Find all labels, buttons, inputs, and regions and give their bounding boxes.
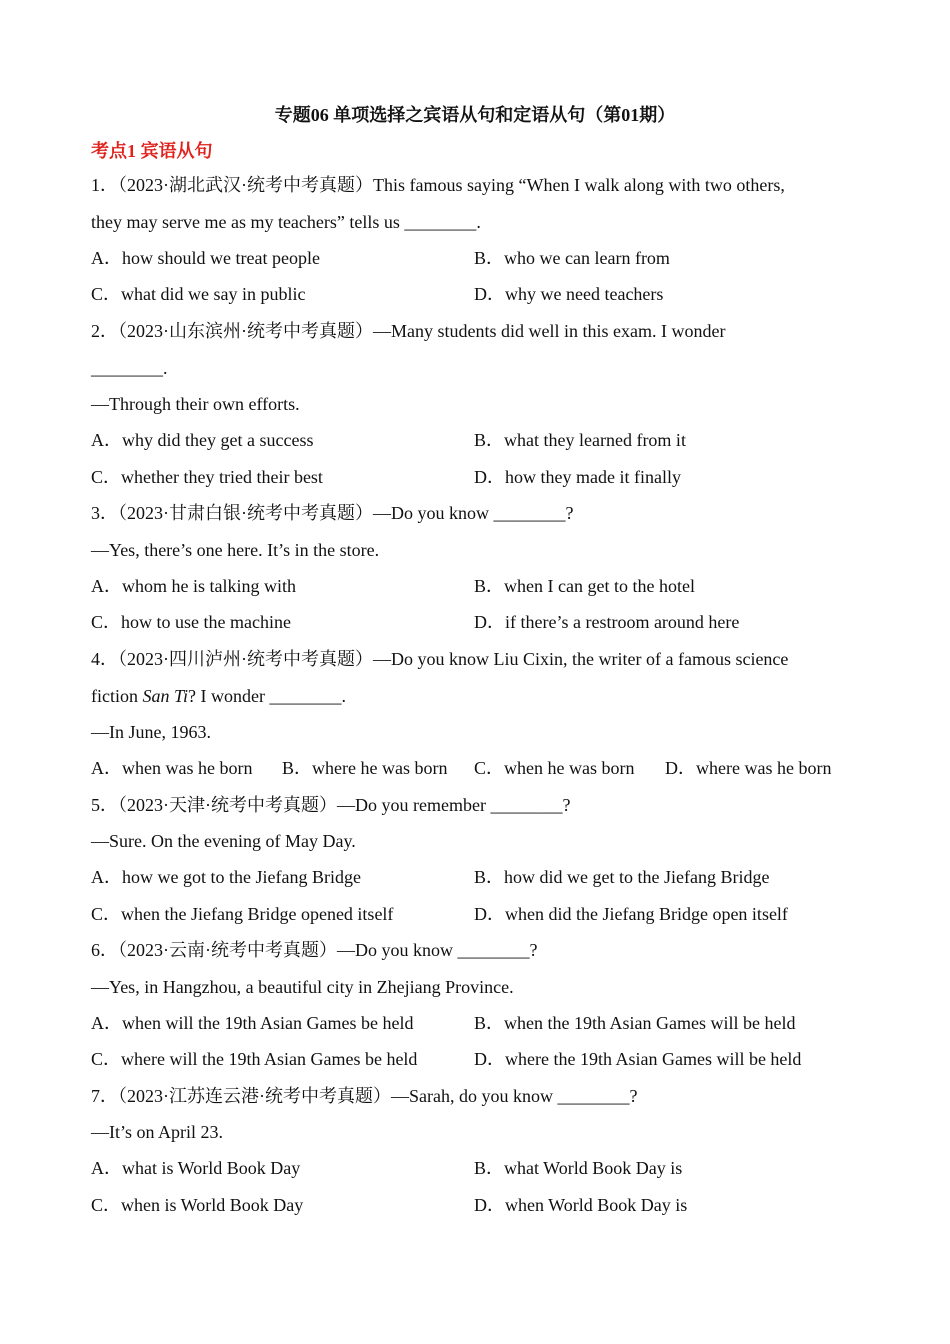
question-3-option-b[interactable]: B．when I can get to the hotel <box>474 576 695 596</box>
question-source: （2023·四川泸州·统考中考真题） <box>118 649 373 669</box>
question-2-stem-cont: ________. <box>91 358 168 378</box>
question-5-option-c[interactable]: C．when the Jiefang Bridge opened itself <box>91 904 394 924</box>
section-heading: 考点1 宾语从句 <box>91 141 213 161</box>
question-text: —Do you know Liu Cixin, the writer of a famous science <box>373 649 789 669</box>
question-2-option-a[interactable]: A．why did they get a success <box>91 430 314 450</box>
question-1-option-b[interactable]: B．who we can learn from <box>474 248 670 268</box>
question-2-dialog: —Through their own efforts. <box>91 394 300 414</box>
question-text: —Do you know ________? <box>373 503 574 523</box>
question-2-option-d[interactable]: D．how they made it finally <box>474 467 681 487</box>
question-3-option-a[interactable]: A．whom he is talking with <box>91 576 296 596</box>
question-number: 6． <box>91 940 118 960</box>
page-title: 专题06 单项选择之宾语从句和定语从句（第01期） <box>274 105 676 125</box>
question-source: （2023·江苏连云港·统考中考真题） <box>118 1086 391 1106</box>
question-4-options <box>91 756 851 780</box>
question-text: —Do you know ________? <box>337 940 538 960</box>
question-1-stem-cont: they may serve me as my teachers” tells us ________. <box>91 212 481 232</box>
question-number: 7． <box>91 1086 118 1106</box>
question-2-stem <box>91 319 725 343</box>
question-1-option-a[interactable]: A．how should we treat people <box>91 248 320 268</box>
question-4-stem-cont <box>91 684 346 708</box>
question-source: （2023·天津·统考中考真题） <box>118 795 337 815</box>
book-title: San Ti <box>142 686 189 706</box>
question-text: fiction <box>91 686 143 706</box>
question-number: 3． <box>91 503 118 523</box>
question-source: （2023·云南·统考中考真题） <box>118 940 337 960</box>
question-7-option-b[interactable]: B．what World Book Day is <box>474 1158 683 1178</box>
question-7-option-a[interactable]: A．what is World Book Day <box>91 1158 301 1178</box>
question-5-dialog: —Sure. On the evening of May Day. <box>91 831 356 851</box>
question-5-option-d[interactable]: D．when did the Jiefang Bridge open itself <box>474 904 788 924</box>
question-7-stem <box>91 1084 637 1108</box>
question-6-dialog: —Yes, in Hangzhou, a beautiful city in Zhejiang Province. <box>91 977 514 997</box>
question-source: （2023·湖北武汉·统考中考真题） <box>118 175 373 195</box>
question-3-option-d[interactable]: D．if there’s a restroom around here <box>474 612 740 632</box>
question-6-option-b[interactable]: B．when the 19th Asian Games will be held <box>474 1013 796 1033</box>
question-1-stem <box>91 173 785 197</box>
question-text: This famous saying “When I walk along with two others, <box>373 175 785 195</box>
question-3-dialog: —Yes, there’s one here. It’s in the store. <box>91 540 380 560</box>
question-number: 4． <box>91 649 118 669</box>
question-4-option-c[interactable]: C．when he was born <box>474 758 635 778</box>
question-text: —Do you remember ________? <box>337 795 571 815</box>
question-text: —Many students did well in this exam. I wonder <box>373 321 726 341</box>
question-4-stem <box>91 647 788 671</box>
question-1-option-d[interactable]: D．why we need teachers <box>474 284 664 304</box>
question-4-option-b[interactable]: B．where he was born <box>282 758 448 778</box>
question-number: 1． <box>91 175 118 195</box>
question-5-option-b[interactable]: B．how did we get to the Jiefang Bridge <box>474 867 770 887</box>
question-5-option-a[interactable]: A．how we got to the Jiefang Bridge <box>91 867 361 887</box>
question-7-option-d[interactable]: D．when World Book Day is <box>474 1195 688 1215</box>
question-5-stem <box>91 793 570 817</box>
question-2-option-b[interactable]: B．what they learned from it <box>474 430 686 450</box>
question-4-option-d[interactable]: D．where was he born <box>665 758 832 778</box>
question-text: ? I wonder ________. <box>188 686 346 706</box>
question-source: （2023·山东滨州·统考中考真题） <box>118 321 373 341</box>
question-6-option-a[interactable]: A．when will the 19th Asian Games be held <box>91 1013 414 1033</box>
question-6-option-c[interactable]: C．where will the 19th Asian Games be held <box>91 1049 418 1069</box>
question-2-option-c[interactable]: C．whether they tried their best <box>91 467 323 487</box>
question-source: （2023·甘肃白银·统考中考真题） <box>118 503 373 523</box>
question-3-option-c[interactable]: C．how to use the machine <box>91 612 291 632</box>
question-1-option-c[interactable]: C．what did we say in public <box>91 284 306 304</box>
question-6-option-d[interactable]: D．where the 19th Asian Games will be held <box>474 1049 802 1069</box>
question-6-stem <box>91 938 538 962</box>
question-3-stem <box>91 501 574 525</box>
question-4-option-a[interactable]: A．when was he born <box>91 758 253 778</box>
question-7-dialog: —It’s on April 23. <box>91 1122 224 1142</box>
question-number: 5． <box>91 795 118 815</box>
question-4-dialog: —In June, 1963. <box>91 722 211 742</box>
question-7-option-c[interactable]: C．when is World Book Day <box>91 1195 304 1215</box>
question-text: —Sarah, do you know ________? <box>391 1086 638 1106</box>
question-number: 2． <box>91 321 118 341</box>
